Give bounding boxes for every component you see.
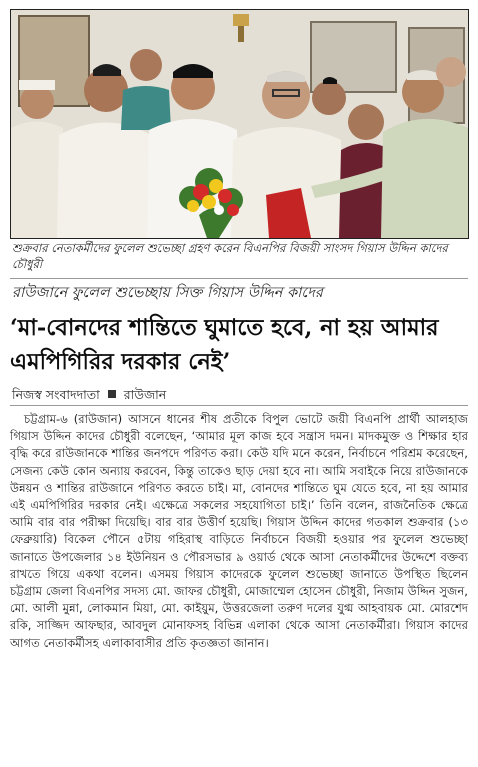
photo-caption: শুক্রবার নেতাকর্মীদের ফুলেল শুভেচ্ছা গ্রহণ করেন বিএনপির বিজয়ী সাংসদ গিয়াস উদ্দিন কাদের চৌধুরী <box>12 241 448 271</box>
byline-location: রাউজান <box>123 387 167 402</box>
photo-illustration <box>11 10 468 238</box>
byline <box>12 386 468 404</box>
square-bullet-icon <box>108 390 116 398</box>
article-body: চট্টগ্রাম-৬ (রাউজান) আসনে ধানের শীষ প্রতীকে বিপুল ভোটে জয়ী বিএনপি প্রার্থী আলহাজ গিয়াস উদ্দিন কাদের চৌধুরী বলেছেন, ‘আমার মূল কাজ হবে সন্ত্রাস দমন। মাদকমুক্ত ও শিক্ষার হার বৃদ্ধি করে রাউজানকে শান্তির জনপদে পরিণত করা। কেউ যদি মনে করেন, নির্বাচনে পরিশ্রম করেছেন, সেজন্য কেউ কোন অন্যায় করবেন, কিন্তু তাকেও ছাড় দেয়া হবে না। আমি সবাইকে নিয়ে রাউজানকে উন্নয়ন ও শান্তির রাউজানে পরিণত করতে চাই। মা, বোনদের শান্তিতে ঘুম যেতে হবে, না হয় আমার এই এমপিগিরির দরকার নেই। এক্ষেত্রে সকলের সহযোগিতা চাই।’ তিনি বলেন, রাজনৈতিক ক্ষেত্রে আমি বার বার পরীক্ষা দিয়েছি। বার বার উত্তীর্ণ হয়েছি। গিয়াস উদ্দিন কাদের গতকাল শুক্রবার (১৩ ফেব্রুয়ারি) বিকেল পৌনে ৫টায় গহিরাস্থ বাড়িতে নির্বাচনে বিজয়ী হওয়ার পর ফুলেল শুভেচ্ছা জানাতে উপজেলার ১৪ ইউনিয়ন ও পৌরসভার ৯ ওয়ার্ড থেকে আসা নেতাকর্মীদের উদ্দেশে বক্তব্য রাখতে গিয়ে একথা বলেন। এসময় গিয়াস কাদেরকে ফুলেল শুভেচ্ছা জানাতে উপস্থিত ছিলেন চট্টগ্রাম জেলা বিএনপির সদস্য মো. জাফর চৌধুরী, মোজাম্মেল হোসেন চৌধুরী, নিজাম উদ্দিন সুজন, মো. আলী মুন্না, লোকমান মিয়া, মো. কাইয়ুম, উত্তরজেলা তরুণ দলের যুগ্ম আহবায়ক মো. মোরশেদ রকি, সাজ্জিদ আফছার, আবদুল মোনাফসহ বিভিন্ন এলাকা থেকে আসা নেতাকর্মীরা। গিয়াস কাদের আগত নেতাকর্মীসহ এলাকাবাসীর প্রতি কৃতজ্ঞতা জানান। <box>10 412 468 650</box>
news-photo <box>10 9 469 239</box>
byline-author: নিজস্ব সংবাদদাতা <box>12 387 100 402</box>
main-headline: ‘মা-বোনদের শান্তিতে ঘুমাতে হবে, না হয় আমার এমপিগিরির দরকার নেই’ <box>10 315 439 375</box>
divider <box>10 405 468 406</box>
kicker-headline: রাউজানে ফুলেল শুভেচ্ছায় সিক্ত গিয়াস উদ্দিন কাদের <box>12 285 323 301</box>
divider <box>10 278 468 279</box>
